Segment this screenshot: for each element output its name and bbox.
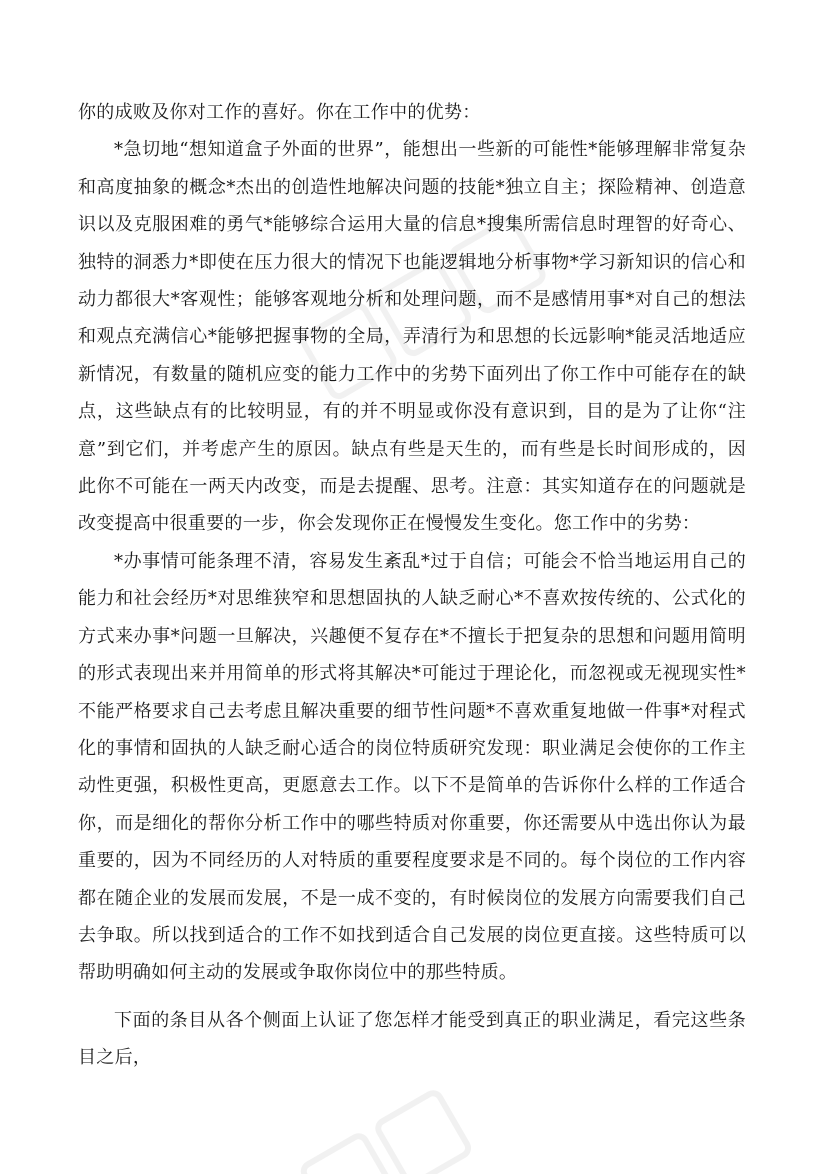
paragraph: 下面的条目从各个侧面上认证了您怎样才能受到真正的职业满足，看完这些条目之后， xyxy=(78,1009,746,1069)
paragraph: 你的成败及你对工作的喜好。你在工作中的优势： xyxy=(78,102,481,123)
document-body xyxy=(78,94,746,1077)
paragraph: *急切地“想知道盒子外面的世界”，能想出一些新的可能性*能够理解非常复杂和高度抽象的概念*杰出的创造性地解决问题的技能*独立自主；探险精神、创造意识以及克服困难的勇气*能够综合运用大量的信息*搜集所需信息时理智的好奇心、独特的洞悉力*即使在压力很大的情况下也能逻辑地分析事物*学习新知识的信心和动力都很大*客观性；能够客观地分析和处理问题，而不是感情用事*对自己的想法和观点充满信心*能够把握事物的全局，弄清行为和思想的长远影响*能灵活地适应新情况，有数量的随机应变的能力工作中的劣势下面列出了你工作中可能存在的缺点，这些缺点有的比较明显，有的并不明显或你没有意识到，目的是为了让你“注意”到它们，并考虑产生的原因。缺点有些是天生的，而有些是长时间形成的，因此你不可能在一两天内改变，而是去提醒、思考。注意：其实知道存在的问题就是改变提高中很重要的一步，你会发现你正在慢慢发生变化。您工作中的劣势： xyxy=(78,139,746,535)
paragraph: *办事情可能条理不清，容易发生紊乱*过于自信；可能会不恰当地运用自己的能力和社会经历*对思维狭窄和思想固执的人缺乏耐心*不喜欢按传统的、公式化的方式来办事*问题一旦解决，兴趣便不复存在*不擅长于把复杂的思想和问题用简明的形式表现出来并用简单的形式将其解决*可能过于理论化，而忽视或无视现实性*不能严格要求自己去考虑且解决重要的细节性问题*不喜欢重复地做一件事*对程式化的事情和固执的人缺乏耐心适合的岗位特质研究发现：职业满足会使你的工作主动性更强，积极性更高，更愿意去工作。以下不是简单的告诉你什么样的工作适合你，而是细化的帮你分析工作中的哪些特质对你重要，你还需要从中选出你认为最重要的，因为不同经历的人对特质的重要程度要求是不同的。每个岗位的工作内容都在随企业的发展而发展，不是一成不变的，有时候岗位的发展方向需要我们自己去争取。所以找到适合的工作不如找到适合自己发展的岗位更直接。这些特质可以帮助明确如何主动的发展或争取你岗位中的那些特质。 xyxy=(78,550,746,984)
